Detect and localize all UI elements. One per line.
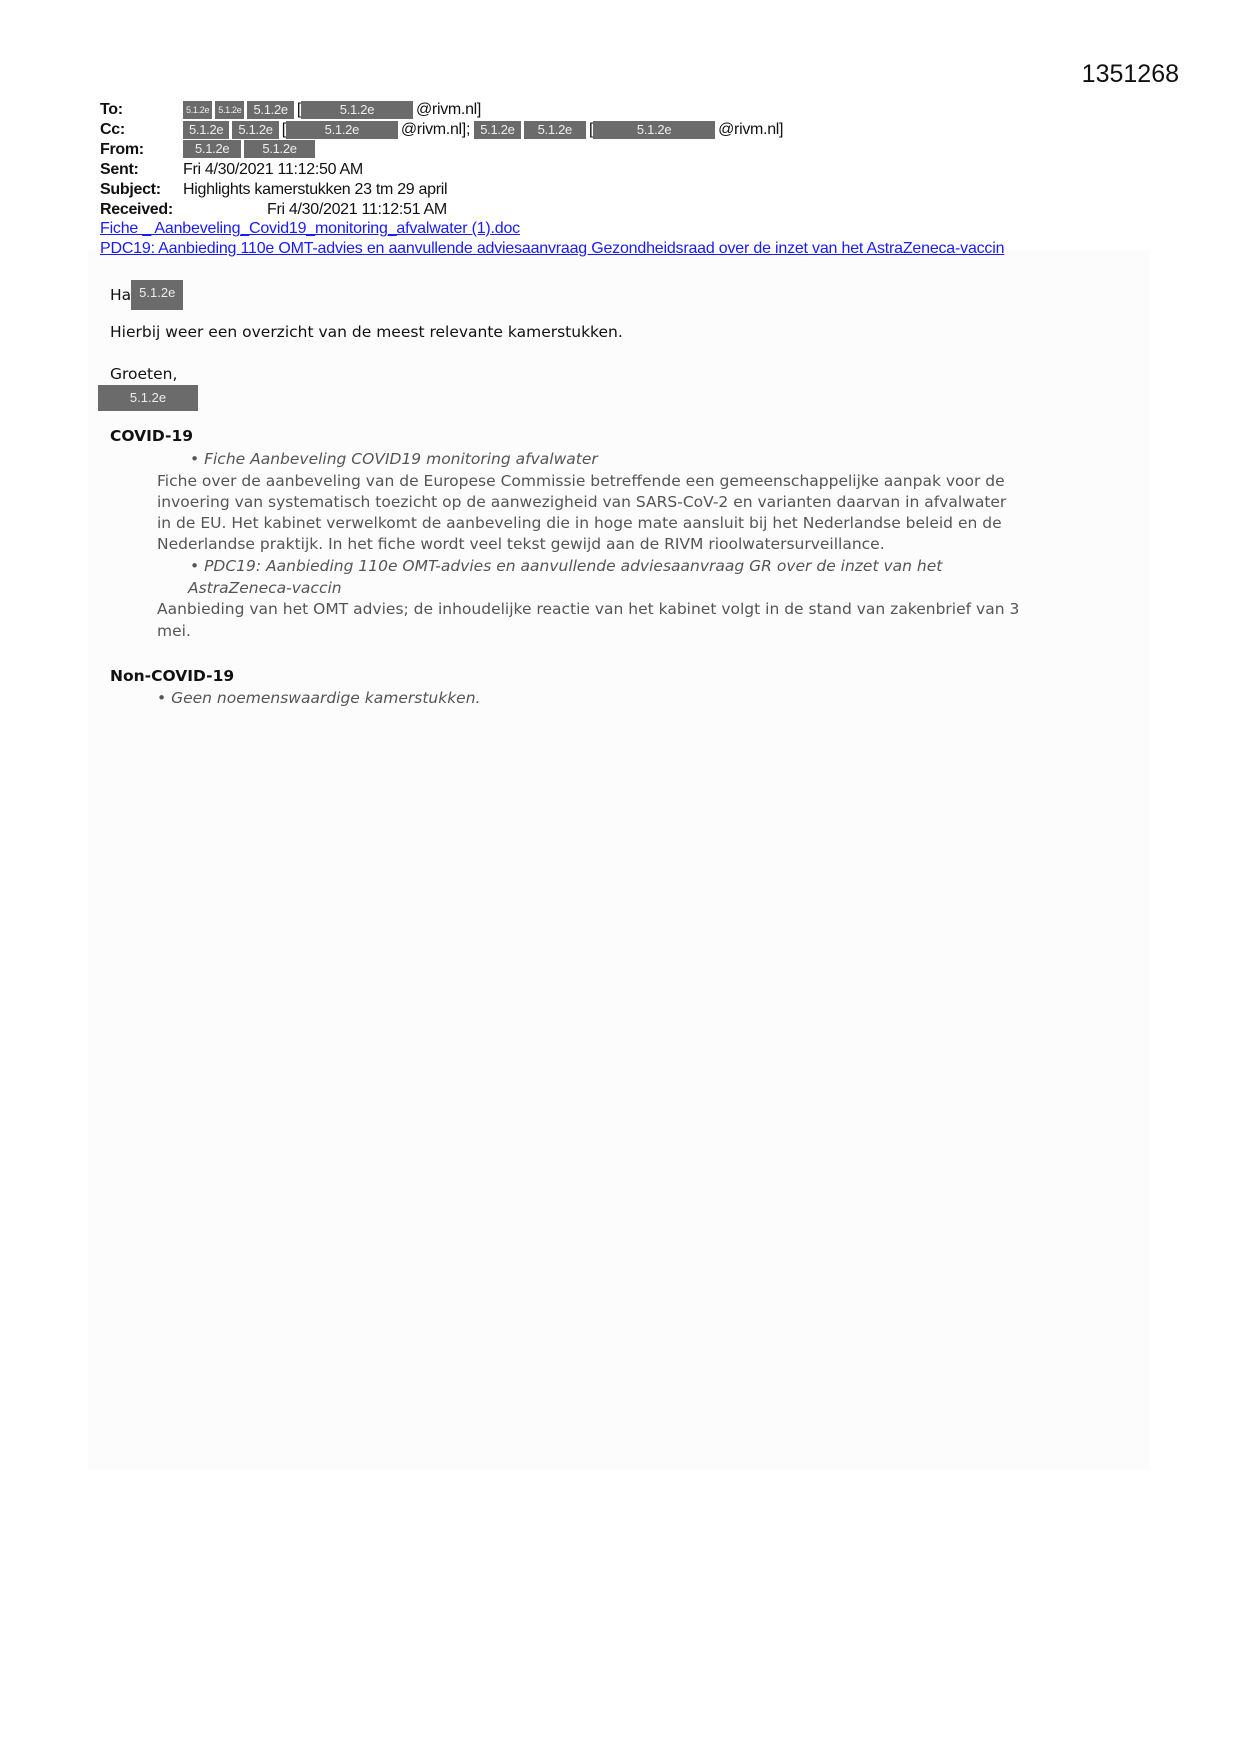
intro-text: Hierbij weer een overzicht van de meest relevante kamerstukken. bbox=[110, 323, 623, 341]
item-text: invoering van systematisch toezicht op de aanwezigheid van SARS-CoV-2 en varianten daarvan in afvalwater bbox=[157, 493, 1007, 511]
cc-label: Cc: bbox=[100, 121, 125, 138]
bracket: [ bbox=[296, 101, 301, 118]
redaction: 5.1.2e bbox=[244, 140, 314, 158]
to-label: To: bbox=[100, 101, 123, 118]
item-text: Nederlandse praktijk. In het fiche wordt veel tekst gewijd aan de RIVM rioolwatersurveillance. bbox=[157, 535, 885, 553]
cc-suffix: @rivm.nl]; bbox=[400, 121, 471, 138]
redaction: 5.1.2e bbox=[474, 121, 520, 139]
subject-label: Subject: bbox=[100, 181, 161, 198]
from-label: From: bbox=[100, 141, 144, 158]
bracket: [ bbox=[281, 121, 286, 138]
greeting: Ha bbox=[110, 286, 132, 304]
email-body-background bbox=[88, 250, 1150, 1470]
redaction: 5.1.2e bbox=[183, 121, 229, 139]
item-text: mei. bbox=[157, 622, 191, 640]
redaction: 5.1.2e bbox=[286, 121, 398, 139]
received-label: Received: bbox=[100, 201, 173, 218]
redaction: 5.1.2e bbox=[183, 101, 212, 119]
item-title: • Fiche Aanbeveling COVID19 monitoring afvalwater bbox=[190, 450, 598, 468]
item-text: Fiche over de aanbeveling van de Europese Commissie betreffende een gemeenschappelijke aanpak voor de bbox=[157, 472, 1005, 490]
redaction: 5.1.2e bbox=[301, 101, 413, 119]
redaction: 5.1.2e bbox=[183, 140, 241, 158]
redaction: 5.1.2e bbox=[524, 121, 586, 139]
attachment-link-fiche[interactable]: Fiche _ Aanbeveling_Covid19_monitoring_afvalwater (1).doc bbox=[100, 220, 520, 237]
section-title-covid: COVID-19 bbox=[110, 427, 194, 445]
redaction: 5.1.2e bbox=[232, 121, 278, 139]
to-suffix: @rivm.nl] bbox=[415, 101, 482, 118]
item-title: • PDC19: Aanbieding 110e OMT-advies en aanvullende adviesaanvraag GR over de inzet van het bbox=[190, 557, 943, 575]
attachment-link-pdc19[interactable]: PDC19: Aanbieding 110e OMT-advies en aanvullende adviesaanvraag Gezondheidsraad over de inzet van het AstraZeneca-vaccin bbox=[100, 240, 1005, 257]
closing-text: Groeten, bbox=[110, 365, 178, 383]
redaction: 5.1.2e bbox=[215, 101, 244, 119]
item-title: AstraZeneca-vaccin bbox=[188, 579, 342, 597]
received-value: Fri 4/30/2021 11:12:51 AM bbox=[267, 201, 447, 218]
item-title: • Geen noemenswaardige kamerstukken. bbox=[157, 689, 481, 707]
redaction: 5.1.2e bbox=[593, 121, 715, 139]
signature-redaction: 5.1.2e bbox=[98, 385, 198, 411]
section-title-non-covid: Non-COVID-19 bbox=[110, 667, 235, 685]
greeting-line bbox=[110, 280, 186, 310]
bracket: [ bbox=[588, 121, 594, 138]
sent-value: Fri 4/30/2021 11:12:50 AM bbox=[183, 161, 363, 178]
sent-label: Sent: bbox=[100, 161, 139, 178]
document-number: 1351268 bbox=[1081, 60, 1179, 88]
cc-suffix: @rivm.nl] bbox=[718, 121, 784, 138]
redaction: 5.1.2e bbox=[247, 101, 293, 119]
item-text: in de EU. Het kabinet verwelkomt de aanbeveling die in hoge mate aansluit bij het Nederlandse beleid en de bbox=[157, 514, 1002, 532]
redaction: 5.1.2e bbox=[131, 280, 183, 310]
item-text: Aanbieding van het OMT advies; de inhoudelijke reactie van het kabinet volgt in de stand van zakenbrief van 3 bbox=[157, 600, 1020, 618]
subject-value: Highlights kamerstukken 23 tm 29 april bbox=[183, 181, 448, 198]
